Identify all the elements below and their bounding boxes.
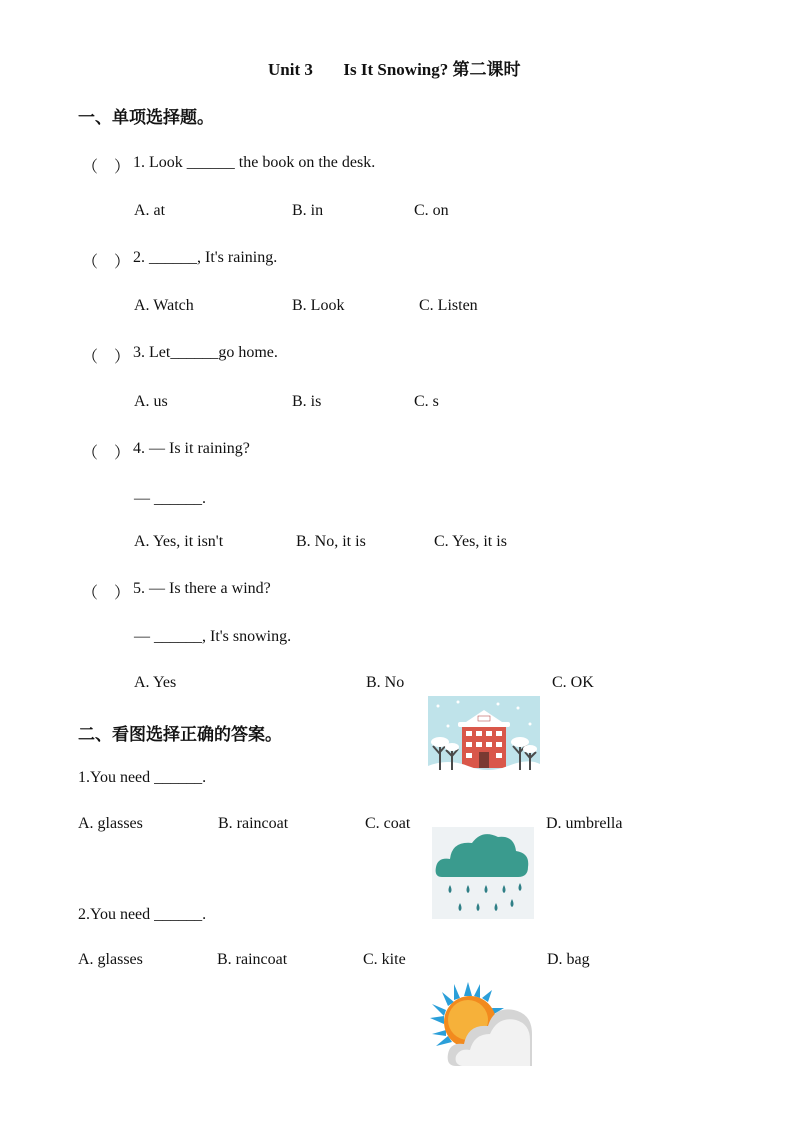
q5-option-c[interactable]: C. OK — [552, 674, 594, 691]
question-5-answer-line: — ______, It's snowing. — [134, 628, 292, 645]
p1-option-b[interactable]: B. raincoat — [218, 815, 289, 832]
q3-option-b[interactable]: B. is — [292, 393, 322, 410]
answer-blank[interactable]: （ ） — [82, 445, 131, 462]
p2-option-a[interactable]: A. glasses — [78, 951, 143, 968]
section2-heading: 二、看图选择正确的答案。 — [78, 725, 282, 744]
title-lesson: Is It Snowing? 第二课时 — [343, 60, 521, 79]
q5-option-b[interactable]: B. No — [366, 674, 405, 691]
q5-option-a[interactable]: A. Yes — [134, 674, 177, 691]
p1-option-d[interactable]: D. umbrella — [546, 815, 623, 832]
q2-option-b[interactable]: B. Look — [292, 297, 345, 314]
q4-option-a[interactable]: A. Yes, it isn't — [134, 533, 224, 550]
sun-cloud-icon — [428, 980, 536, 1068]
question-1-text: 1. Look ______ the book on the desk. — [133, 154, 376, 171]
p1-option-a[interactable]: A. glasses — [78, 815, 143, 832]
question-5-text: 5. — Is there a wind? — [133, 580, 271, 597]
p2-option-d[interactable]: D. bag — [547, 951, 590, 968]
q3-option-a[interactable]: A. us — [134, 393, 168, 410]
q1-option-a[interactable]: A. at — [134, 202, 166, 219]
question-2-text: 2. ______, It's raining. — [133, 249, 278, 266]
answer-blank[interactable]: （ ） — [82, 254, 131, 271]
q2-option-c[interactable]: C. Listen — [419, 297, 478, 314]
q3-option-c[interactable]: C. s — [414, 393, 439, 410]
q1-option-c[interactable]: C. on — [414, 202, 449, 219]
section1-heading: 一、单项选择题。 — [78, 108, 214, 127]
answer-blank[interactable]: （ ） — [82, 349, 131, 366]
question-4-text: 4. — Is it raining? — [133, 440, 250, 457]
picture-question-2-text: 2.You need ______. — [78, 906, 207, 923]
question-4-answer-line: — ______. — [134, 490, 206, 507]
title-unit: Unit 3 — [268, 60, 313, 79]
page-title — [268, 55, 521, 80]
rain-cloud-icon — [432, 827, 534, 919]
q4-option-b[interactable]: B. No, it is — [296, 533, 366, 550]
q1-option-b[interactable]: B. in — [292, 202, 324, 219]
snowy-house-icon — [428, 696, 540, 774]
picture-question-1-text: 1.You need ______. — [78, 769, 207, 786]
question-3-text: 3. Let______go home. — [133, 344, 278, 361]
p2-option-c[interactable]: C. kite — [363, 951, 406, 968]
q4-option-c[interactable]: C. Yes, it is — [434, 533, 507, 550]
q2-option-a[interactable]: A. Watch — [134, 297, 194, 314]
p1-option-c[interactable]: C. coat — [365, 815, 411, 832]
p2-option-b[interactable]: B. raincoat — [217, 951, 288, 968]
answer-blank[interactable]: （ ） — [82, 585, 131, 602]
answer-blank[interactable]: （ ） — [82, 159, 131, 176]
